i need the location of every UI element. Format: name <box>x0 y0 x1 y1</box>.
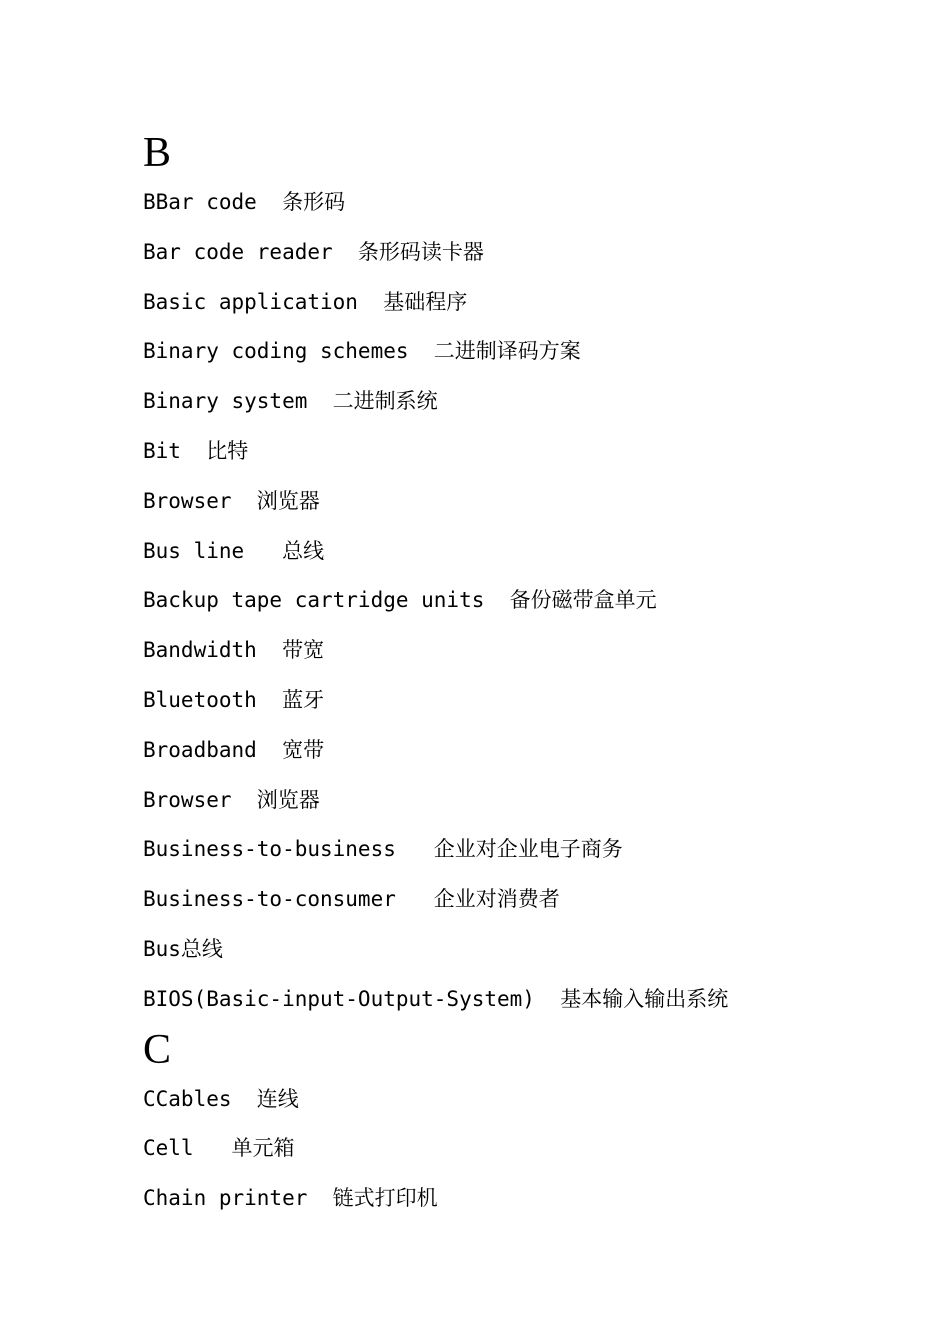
section-heading-c: C <box>143 1026 172 1073</box>
glossary-page <box>143 128 903 1224</box>
glossary-entry: Bus总线 <box>143 936 223 961</box>
glossary-entry: BIOS(Basic-input-Output-System) 基本输入输出系统 <box>143 986 729 1011</box>
glossary-entry: Business-to-consumer 企业对消费者 <box>143 887 560 912</box>
glossary-entry: Cell 单元箱 <box>143 1136 295 1161</box>
glossary-entry: Business-to-business 企业对企业电子商务 <box>143 837 623 862</box>
glossary-entry: Chain printer 链式打印机 <box>143 1186 438 1211</box>
glossary-entry: Binary system 二进制系统 <box>143 389 438 414</box>
glossary-entry: BBar code 条形码 <box>143 190 346 214</box>
glossary-entry: Bandwidth 带宽 <box>143 638 325 663</box>
glossary-entry: Basic application 基础程序 <box>143 289 468 314</box>
glossary-entry: Bar code reader 条形码读卡器 <box>143 239 484 264</box>
glossary-entry: Browser 浏览器 <box>143 488 320 513</box>
glossary-entry: Backup tape cartridge units 备份磁带盒单元 <box>143 588 657 613</box>
glossary-entry: Bus line 总线 <box>143 538 325 563</box>
glossary-entry: Browser 浏览器 <box>143 787 320 812</box>
glossary-entry: Bluetooth 蓝牙 <box>143 687 325 712</box>
glossary-entry: Broadband 宽带 <box>143 737 325 762</box>
glossary-entry: Binary coding schemes 二进制译码方案 <box>143 339 581 364</box>
section-heading-b: B <box>143 130 172 176</box>
glossary-entry: CCables 连线 <box>143 1086 299 1111</box>
glossary-entry: Bit 比特 <box>143 438 249 463</box>
